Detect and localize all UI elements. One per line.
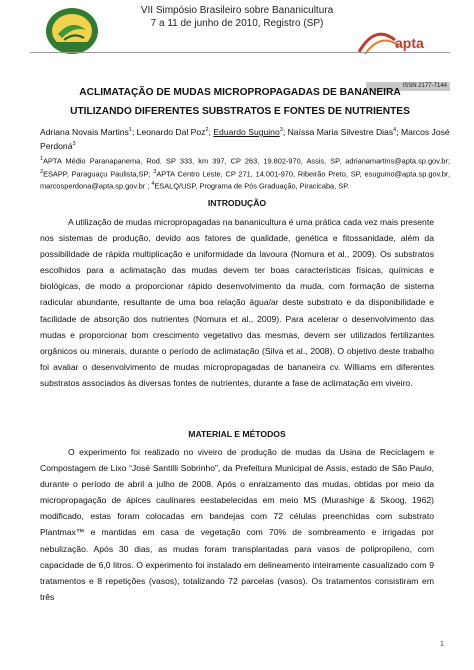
author-2-sup: 2 [205,127,209,133]
author-4-sup: 4 [393,127,397,133]
methods-heading: MATERIAL E MÉTODOS [188,429,286,439]
author-2: ; Leonardo Dal Poz [131,126,206,137]
paper-title-line-1: ACLIMATAÇÃO DE MUDAS MICROPROPAGADAS DE BANANEIRA [79,87,401,98]
author-1-sup: 1 [128,127,132,133]
affil-2: ESAPP, Paraguaçu Paulista,SP; [43,169,151,179]
affil-4: ESALQ/USP, Programa de Pós Graduação, Piracicaba, SP. [154,181,350,191]
methods-paragraph: O experimento foi realizado no viveiro de produção de mudas da Usina de Reciclagem e Compostagem de Lixo “José Santilli Sobrinho”, da Prefeitura Municipal de Assis, estado de São Paulo, durante o período de abril a julho de 2008. Após o enraizamento das mudas, obtidas por meio da micropropagação de ápices caulinares eestabelecidas em meio MS (Murashige & Skoog, 1962) modificado, estas foram colocadas em bandejas com 72 células preenchidas com substrato Plantmax™ e mantidas em casa de vegetação com 70% de sombreamento e irrigadas por nebulização. Após 30 dias, as mudas foram transplantadas para vasos de polipropileno, com capacidade de 6,0 litros. O experimento foi instalado em delineamento inteiramente casualizado com 9 tratamentos e 8 repetições (vasos), totalizando 72 parcelas (vasos). Os tratamentos consistiram em três [40,447,434,602]
affil-2-sup: 2 [40,168,44,175]
author-list: Adriana Novais Martins$^1$; Leonardo Dal Poz$^2$; Eduardo Suguino$^3$; Naíssa Maria Silvestre Dias$^4$; Marcos José Perdoná$^3$ [40,126,450,151]
header-divider [30,52,450,53]
paper-title-line-2: UTILIZANDO DIFERENTES SUBSTRATOS E FONTES DE NUTRIENTES [70,106,410,117]
author-5: ; Marcos José Perdoná [40,126,450,151]
page-header [0,0,474,92]
issn-label: ISSN 2177-7144 [366,82,450,91]
paper-title [40,83,440,121]
conference-dates: 7 a 11 de junho de 2010, Registro (SP) [150,18,324,29]
conference-header-text [120,4,354,30]
intro-heading: INTRODUÇÃO [207,198,267,208]
page-number: 1 [440,641,444,648]
affil-1-sup: 1 [40,156,44,162]
apta-logo-text: apta [395,35,424,51]
affil-4-sup: 4 [151,181,155,188]
author-4: ; Naíssa Maria Silvestre Dias [282,126,394,137]
affil-3: APTA Centro Leste, CP 271, 14.001-970, Ribeirão Preto, SP, esuguino@apta.sp.gov.br, marcosperdona@apta.sp.gov.br ; [40,169,450,191]
intro-paragraph: A utilização de mudas micropropagadas na bananicultura é uma prática cada vez mais presente nos sistemas de produção, devido aos fatores de qualidade, genética e fitossanidade, além da possibilidade de rápida multiplicação e uniformidade da lavoura (Nomura et al., 2009). Os substratos escolhidos para a aclimatação das mudas devem ter boas características físicas, químicas e biológicas, de modo a proporcionar rápido desenvolvimento da muda, com formação de sistema radicular abundante, resultante de uma boa relação água/ar deste substrato e da disponibilidade e facilidade de absorção dos nutrientes (Nomura et al., 2009). Para acelerar o desenvolvimento das mudas e proporcionar bom crescimento vegetativo das mesmas, devem ser utilizados fertilizantes orgânicos ou minerais, durante o período de aclimatação (Silva et al., 2008). O objetivo deste trabalho foi avaliar o desenvolvimento de mudas micropropagadas de bananeira cv. Williams em diferentes substratos associados às diversas fontes de nutrientes, durante a fase de aclimatação em viveiro. [40,217,434,388]
author-3: Eduardo Suguino [213,126,280,137]
conference-name: VII Simpósio Brasileiro sobre Bananicultura [140,5,334,16]
author-5-sup: 3 [72,140,76,147]
affiliations [40,154,450,192]
affil-1: APTA Médio Paranapanema, Rod. SP 333, km 397, CP 263, 19.802-970, Assis, SP, adrianamartins@apta.sp.gov.br; [43,156,450,166]
author-1: Adriana Novais Martins [40,126,129,137]
conference-logo-icon [44,6,100,56]
author-3-sup: 3 [279,127,283,133]
affil-3-sup: 3 [153,168,157,175]
